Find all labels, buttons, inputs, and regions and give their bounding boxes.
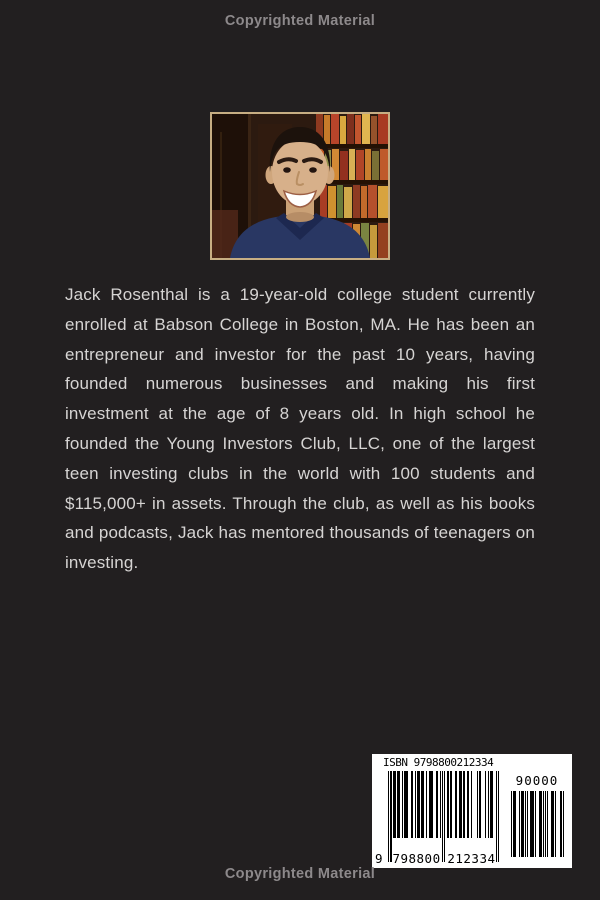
supplement-bars [510, 791, 564, 857]
barcode-digits-group2: 212334 [447, 851, 496, 866]
ean13-barcode [375, 771, 500, 867]
ean5-supplement-barcode [510, 773, 564, 867]
barcode-digits-group1: 798800 [392, 851, 441, 866]
isbn-label: ISBN 9798800212334 [383, 756, 494, 769]
author-bio: Jack Rosenthal is a 19-year-old college student currently enrolled at Babson College in Boston, MA. He has been an entrepreneur and investor for the past 10 years, having founded numerous businesses and making his first investment at the age of 8 years old. In high school he founded the Young Investors Club, LLC, one of the largest teen investing clubs in the world with 100 students and $115,000+ in assets. Through the club, as well as his books and podcasts, Jack has mentored thousands of teenagers on investing. [65, 285, 535, 573]
barcode-box [372, 754, 572, 868]
author-photo [210, 112, 390, 260]
barcode-digit-leading: 9 [375, 851, 383, 866]
author-photo-illustration [212, 114, 388, 258]
copyright-watermark-top: Copyrighted Material [224, 13, 376, 29]
copyright-watermark-bottom: Copyrighted Material [224, 866, 376, 882]
supplement-price-code: 90000 [515, 773, 559, 788]
